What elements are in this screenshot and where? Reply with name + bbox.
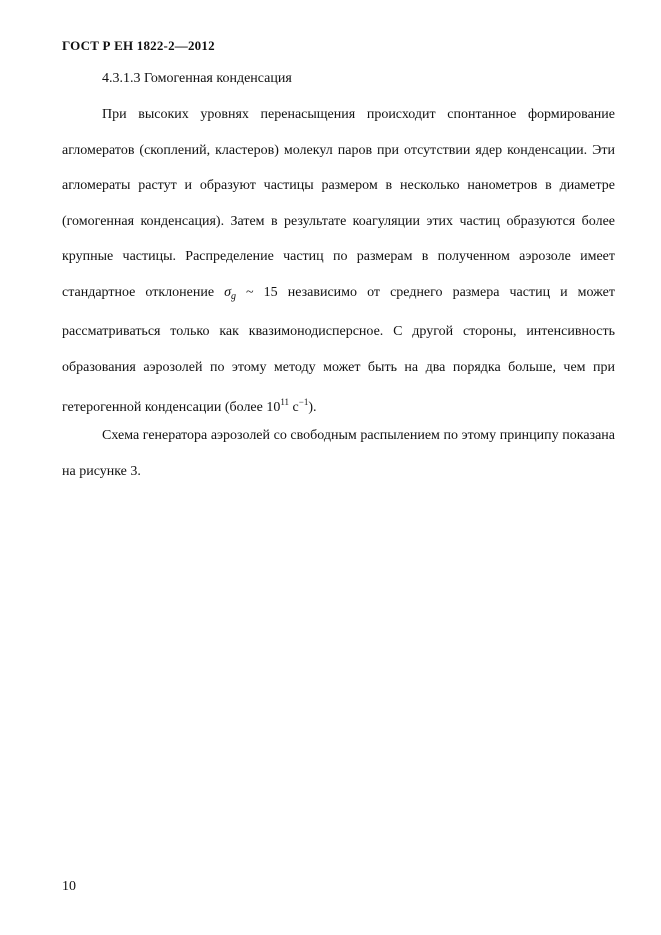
document-header: ГОСТ Р ЕН 1822-2—2012 [62,38,215,53]
paragraph-text-part2: ~ 15 независимо от среднего размера частиц и может рассматриваться только как квазимонодисперсное. С другой стороны, интенсивность образования аэрозолей по этому методу может быть на два порядка больше, чем при гетерогенной конденсации (более 10 [62,284,615,415]
sigma-subscript: g [231,290,236,302]
paragraph-text-part1: При высоких уровнях перенасыщения происходит спонтанное формирование агломератов (скоплений, кластеров) молекул паров при отсутствии ядер конденсации. Эти агломераты растут и образуют частицы размером в несколько нанометров в диаметре (гомогенная конденсация). Затем в результате коагуляции этих частиц образуются более крупные частицы. Распределение частиц по размерам в полученном аэрозоле имеет стандартное отклонение [62,107,615,300]
paragraph-homogeneous-condensation [62,97,615,426]
section-heading: 4.3.1.3 Гомогенная конденсация [102,71,292,86]
sigma-symbol: σ [224,284,231,300]
paragraph-figure-reference: Схема генератора аэрозолей со свободным распылением по этому принципу показана на рисунке 3. [62,428,615,479]
paragraph-text-part3: ). [308,400,317,415]
unit-exponent: −1 [298,397,309,407]
power-exponent: 11 [280,397,290,407]
page-number: 10 [62,879,76,894]
unit-text: с [289,400,299,415]
